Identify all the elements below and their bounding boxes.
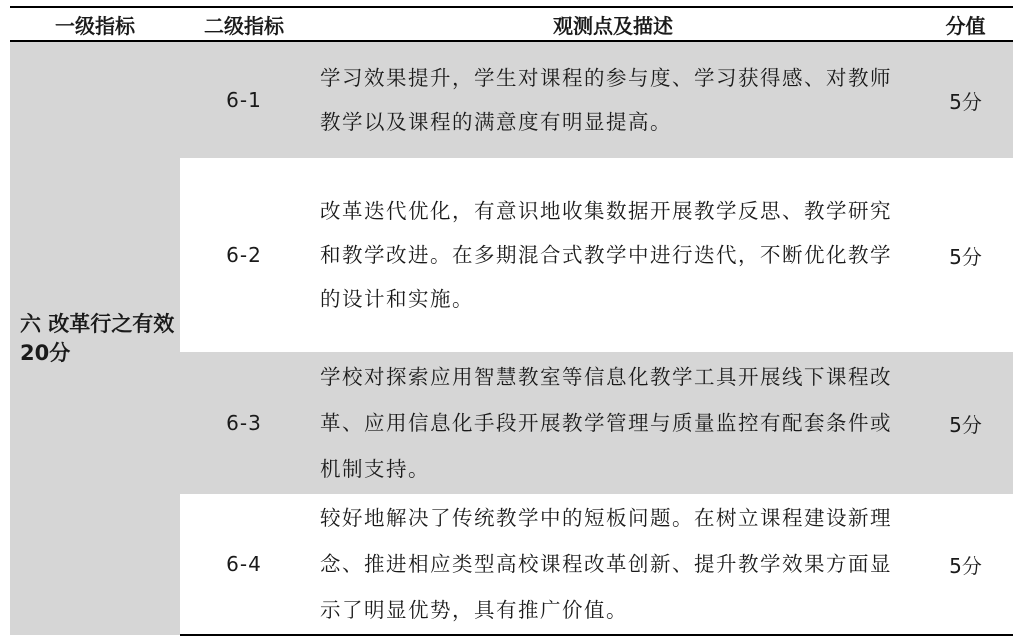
indicator-id: 6-4: [180, 494, 308, 635]
indicator-score: 5分: [918, 494, 1013, 635]
indicator-score: 5分: [949, 244, 982, 269]
indicator-description: 学习效果提升，学生对课程的参与度、学习获得感、对教师教学以及课程的满意度有明显提高。: [308, 41, 918, 158]
header-level2: 二级指标: [180, 7, 308, 41]
indicator-score: 5分: [918, 41, 1013, 158]
indicator-id: 6-2: [226, 243, 262, 267]
indicator-description: 改革迭代优化，有意识地收集数据开展教学反思、教学研究和教学改进。在多期混合式教学中进行迭代，不断优化教学的设计和实施。: [320, 199, 892, 311]
header-description: 观测点及描述: [308, 7, 918, 41]
table-row: [10, 41, 1013, 158]
evaluation-table: [10, 6, 1013, 636]
indicator-description: 较好地解决了传统教学中的短板问题。在树立课程建设新理念、推进相应类型高校课程改革创新、提升教学效果方面显示了明显优势，具有推广价值。: [308, 494, 918, 635]
header-level1: 一级指标: [10, 7, 180, 41]
evaluation-table-container: [10, 6, 1013, 636]
header-row: [10, 7, 1013, 41]
indicator-id: 6-1: [180, 41, 308, 158]
header-score: 分值: [918, 7, 1013, 41]
indicator-score: 5分: [918, 352, 1013, 494]
indicator-description: 学校对探索应用智慧教室等信息化教学工具开展线下课程改革、应用信息化手段开展教学管理与质量监控有配套条件或机制支持。: [308, 352, 918, 494]
indicator-id: 6-3: [180, 352, 308, 494]
category-cell: 六 改革行之有效 20分: [10, 41, 180, 635]
